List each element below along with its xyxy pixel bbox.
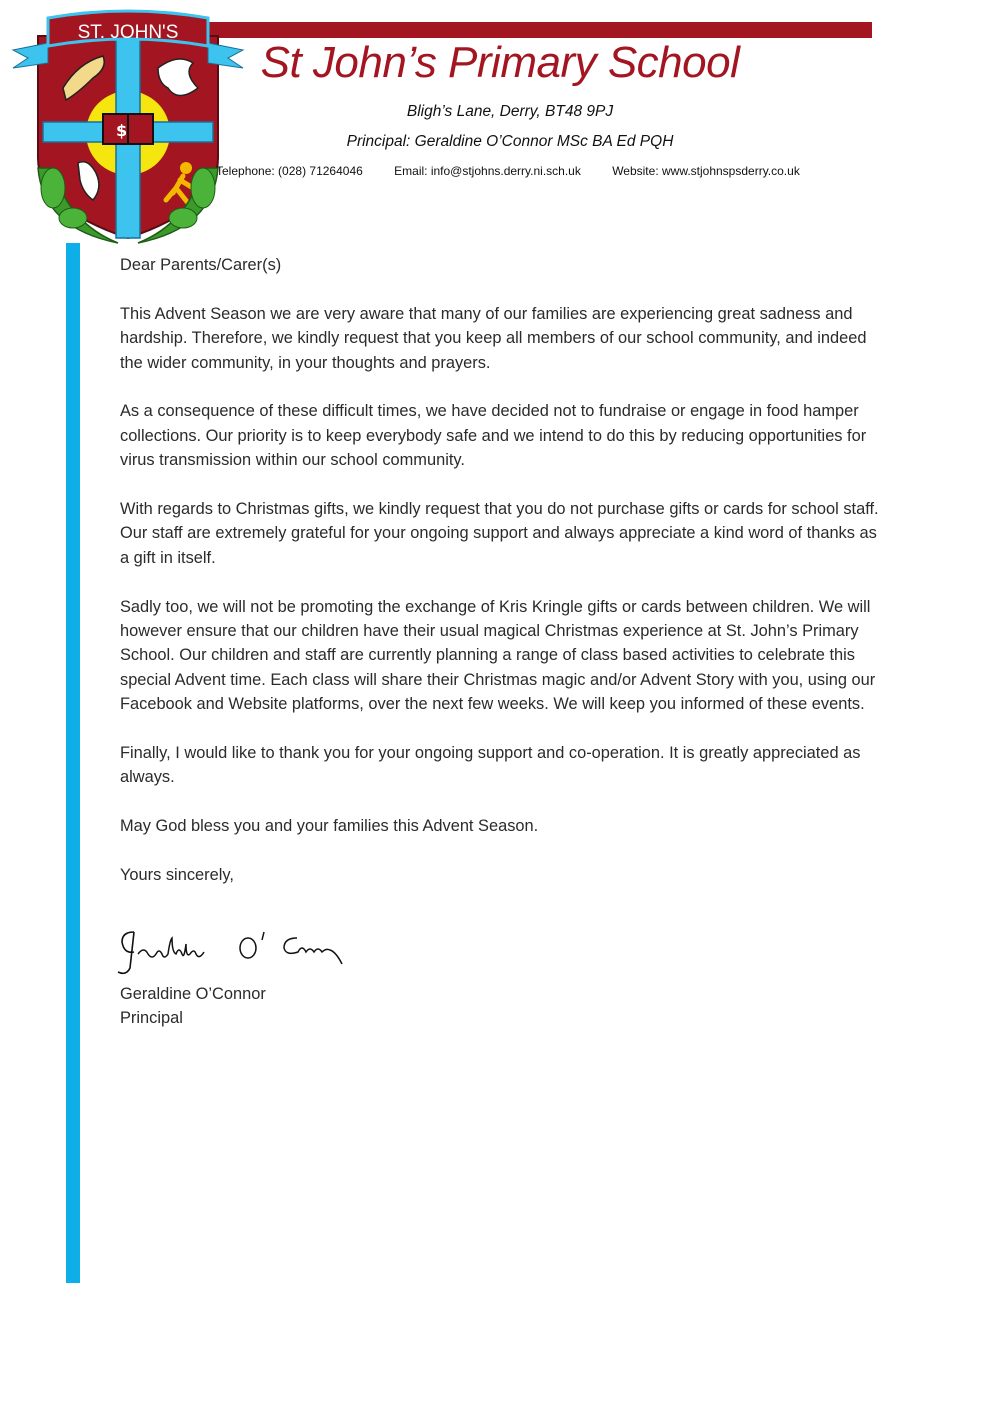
salutation: Dear Parents/Carer(s) <box>120 256 282 274</box>
telephone: Telephone: (028) 71264046 <box>216 164 363 178</box>
principal-line: Principal: Geraldine O’Connor MSc BA Ed PQH <box>346 133 674 150</box>
svg-text:$: $ <box>116 121 128 140</box>
contact-line <box>216 164 856 178</box>
header-red-bar <box>205 22 872 38</box>
paragraph: As a consequence of these difficult times, we have decided not to fundraise or engage in food hamper collections. Our priority is to keep everybody safe and we intend to do this by reducing opportunities for virus transmission within our school community. <box>120 402 867 470</box>
school-name-heading: St John’s Primary School <box>260 38 740 87</box>
signer-title: Principal <box>120 1009 183 1027</box>
school-address: Bligh’s Lane, Derry, BT48 9PJ <box>406 103 614 120</box>
crest-banner-text: ST. JOHN'S <box>77 22 179 43</box>
website: Website: www.stjohnspsderry.co.uk <box>612 164 800 178</box>
side-blue-bar <box>66 243 80 1283</box>
paragraph: Finally, I would like to thank you for your ongoing support and co-operation. It is greatly appreciated as always. <box>120 744 861 787</box>
handwritten-signature <box>112 924 362 980</box>
email: Email: info@stjohns.derry.ni.sch.uk <box>394 164 581 178</box>
signer-name: Geraldine O’Connor <box>120 985 266 1003</box>
paragraph: This Advent Season we are very aware that many of our families are experiencing great sadness and hardship. Therefore, we kindly request that you keep all members of our school community, and indeed the wider community, in your thoughts and prayers. <box>120 304 867 372</box>
letter-body <box>120 253 880 912</box>
paragraph: Sadly too, we will not be promoting the exchange of Kris Kringle gifts or cards between children. We will however ensure that our children have their usual magical Christmas experience at St. John’s Primary School. Our children and staff are currently planning a range of class based activities to celebrate this special Advent time. Each class will share their Christmas magic and/or Advent Story with you, using our Facebook and Website platforms, over the next few weeks. We will keep you informed of these events. <box>120 597 876 714</box>
paragraph: With regards to Christmas gifts, we kindly request that you do not purchase gifts or cards for school staff. Our staff are extremely grateful for your ongoing support and always appreciate a kind word of thanks as a gift in itself. <box>120 500 879 567</box>
closing: Yours sincerely, <box>120 866 234 885</box>
school-crest-logo <box>8 8 248 248</box>
paragraph: May God bless you and your families this Advent Season. <box>120 817 539 836</box>
